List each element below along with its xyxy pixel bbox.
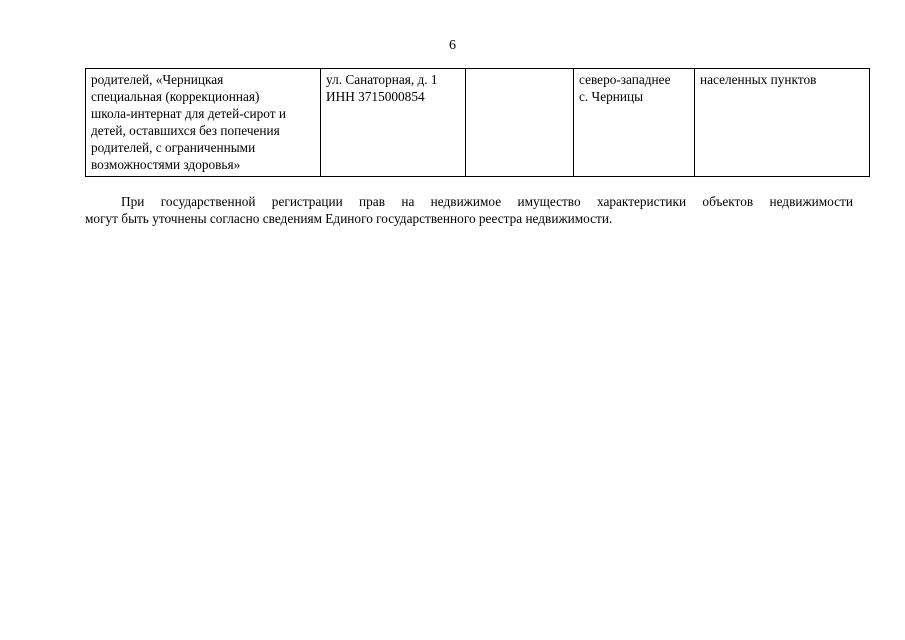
cell-text-line: специальная (коррекционная): [91, 89, 260, 104]
cell-text-line: северо-западнее: [579, 72, 671, 87]
cell-text-line: родителей, с ограниченными: [91, 140, 256, 155]
note-paragraph: [85, 193, 853, 227]
cell-text-line: возможностями здоровья»: [91, 157, 241, 172]
cell-address-inn: [321, 69, 466, 177]
cell-location: [574, 69, 695, 177]
cell-text-line: детей, оставшихся без попечения: [91, 123, 280, 138]
cell-text-line: родителей, «Черницкая: [91, 72, 224, 87]
cell-land-category: [695, 69, 870, 177]
cell-text-line: ул. Санаторная, д. 1: [326, 72, 438, 87]
cell-text-line: с. Черницы: [579, 89, 644, 104]
cell-organization-name: [86, 69, 321, 177]
note-line-1: При государственной регистрации прав на недвижимое имущество характеристики объектов недвижимости: [121, 194, 853, 209]
page-number: 6: [449, 38, 456, 53]
objects-table: [85, 68, 870, 177]
cell-text-line: населенных пунктов: [700, 72, 817, 87]
cell-empty: [466, 69, 574, 177]
table-row: [86, 69, 870, 177]
cell-text-line: ИНН 3715000854: [326, 89, 425, 104]
note-line-2: могут быть уточнены согласно сведениям Единого государственного реестра недвижимости.: [85, 211, 613, 226]
cell-text-line: школа-интернат для детей-сирот и: [91, 106, 287, 121]
